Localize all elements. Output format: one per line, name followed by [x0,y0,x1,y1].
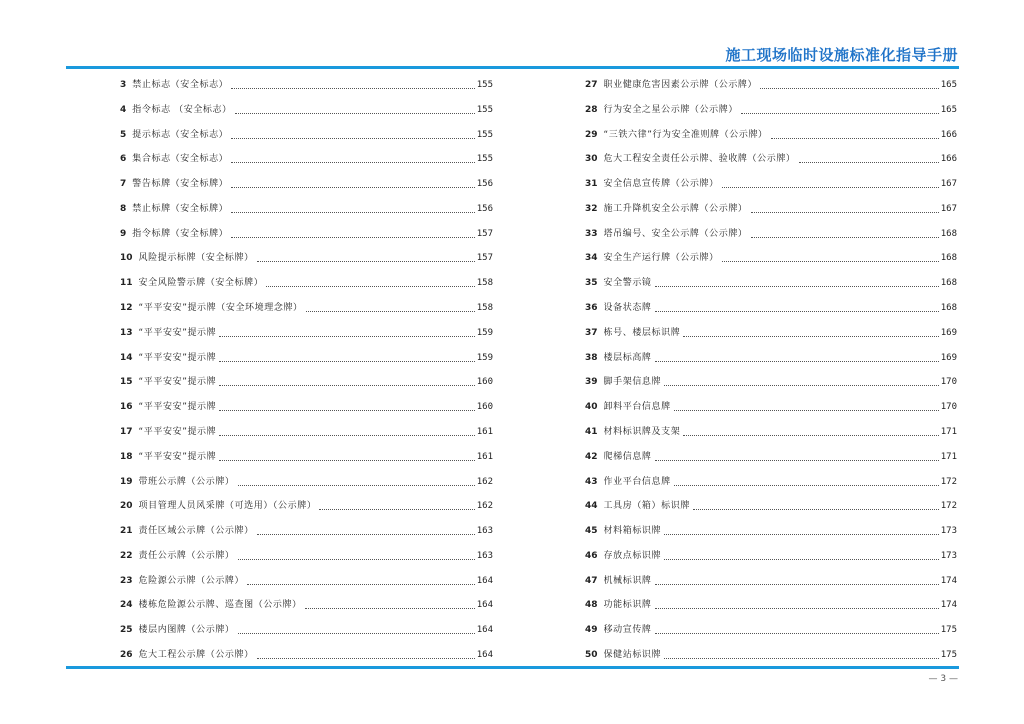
toc-dot-leader [655,608,939,609]
toc-entry-title: 材料箱标识牌 [603,526,662,537]
toc-entry-page: 175 [940,649,957,660]
toc-entry-title: 安全警示镜 [603,278,652,289]
toc-dot-leader [305,608,475,609]
toc-dot-leader [751,212,939,213]
toc-entry-title: 责任区域公示牌（公示牌） [138,526,254,537]
toc-entry[interactable] [585,121,957,141]
toc-dot-leader [231,212,474,213]
toc-entry-page: 168 [940,303,957,314]
toc-dot-leader [238,559,475,560]
toc-entry-title: 存放点标识牌 [603,550,662,561]
toc-entry-title: 安全风险警示牌（安全标牌） [138,278,264,289]
toc-dot-leader [655,584,939,585]
toc-entry-number: 50 [585,649,598,660]
toc-entry-title: 提示标志（安全标志） [132,129,229,140]
toc-entry[interactable] [585,244,957,264]
toc-entry-page: 159 [476,327,493,338]
toc-entry-number: 22 [120,550,133,561]
toc-entry[interactable] [120,418,493,438]
toc-dot-leader [247,584,475,585]
toc-entry-page: 168 [940,253,957,264]
toc-entry-page: 158 [476,278,493,289]
toc-entry-number: 46 [585,550,598,561]
toc-entry[interactable] [585,517,957,537]
toc-entry-title: “平平安安”提示牌 [138,402,217,413]
toc-entry-number: 32 [585,203,598,214]
toc-dot-leader [231,162,474,163]
toc-dot-leader [799,162,939,163]
toc-entry[interactable] [120,244,493,264]
toc-dot-leader [219,435,474,436]
toc-entry-number: 35 [585,278,598,289]
toc-entry-number: 36 [585,303,598,314]
toc-dot-leader [257,534,475,535]
toc-entry-number: 31 [585,179,598,190]
toc-entry[interactable] [585,641,957,661]
header-rule [66,66,959,69]
toc-dot-leader [266,286,474,287]
toc-dot-leader [219,410,474,411]
footer-rule [66,666,959,669]
toc-entry[interactable] [585,368,957,388]
toc-dot-leader [231,187,474,188]
toc-entry-title: 警告标牌（安全标牌） [132,179,229,190]
toc-entry-title: 保健站标识牌 [603,649,662,660]
toc-entry-number: 40 [585,402,598,413]
toc-entry[interactable] [120,591,493,611]
toc-entry-title: 危险源公示牌（公示牌） [138,575,245,586]
toc-entry-number: 48 [585,600,598,611]
toc-entry-page: 166 [940,129,957,140]
toc-entry-title: “三铁六律”行为安全准则牌（公示牌） [603,129,768,140]
toc-entry-title: “平平安安”提示牌 [138,451,217,462]
toc-entry-page: 159 [476,352,493,363]
toc-entry-number: 45 [585,526,598,537]
toc-entry-number: 8 [120,203,127,214]
toc-entry-title: 指令标牌（安全标牌） [132,228,229,239]
toc-entry-number: 29 [585,129,598,140]
toc-entry-title: 爬梯信息牌 [603,451,652,462]
toc-entry-page: 164 [476,625,493,636]
toc-entry-page: 163 [476,526,493,537]
toc-dot-leader [683,435,938,436]
toc-entry-number: 23 [120,575,133,586]
toc-entry-number: 27 [585,80,598,90]
toc-entry-number: 15 [120,377,133,388]
toc-entry[interactable] [120,368,493,388]
toc-entry-page: 156 [476,179,493,190]
toc-entry-page: 155 [476,80,493,90]
toc-entry-title: 风险提示标牌（安全标牌） [138,253,254,264]
toc-left-column [120,71,493,661]
toc-entry-title: 禁止标牌（安全标牌） [132,203,229,214]
toc-entry-page: 164 [476,575,493,586]
toc-entry-page: 171 [940,451,957,462]
toc-entry[interactable] [585,492,957,512]
toc-entry-title: 危大工程公示牌（公示牌） [138,649,254,660]
toc-entry-page: 161 [476,426,493,437]
toc-entry-number: 6 [120,154,127,165]
toc-entry-page: 155 [476,104,493,115]
toc-dot-leader [655,361,939,362]
toc-entry-page: 170 [940,402,957,413]
toc-entry[interactable] [585,220,957,240]
toc-entry-number: 24 [120,600,133,611]
toc-entry-number: 9 [120,228,127,239]
toc-entry-page: 174 [940,575,957,586]
toc-entry[interactable] [585,319,957,339]
toc-dot-leader [231,88,474,89]
toc-dot-leader [655,311,939,312]
toc-dot-leader [219,361,474,362]
toc-entry-page: 172 [940,476,957,487]
toc-dot-leader [664,658,939,659]
toc-entry-title: 功能标识牌 [603,600,652,611]
toc-entry-title: 项目管理人员风采牌（可选用）（公示牌） [138,501,317,512]
toc-entry[interactable] [120,616,493,636]
toc-entry-number: 21 [120,526,133,537]
toc-entry[interactable] [120,443,493,463]
toc-entry[interactable] [585,567,957,587]
toc-entry-page: 171 [940,426,957,437]
toc-entry-page: 155 [476,129,493,140]
toc-entry[interactable] [120,145,493,165]
toc-dot-leader [231,237,474,238]
toc-entry[interactable] [120,220,493,240]
toc-entry-title: 脚手架信息牌 [603,377,662,388]
toc-entry-title: 施工升降机安全公示牌（公示牌） [603,203,748,214]
toc-dot-leader [664,385,939,386]
toc-entry-title: 楼层标高牌 [603,352,652,363]
toc-entry-title: 责任公示牌（公示牌） [138,550,235,561]
toc-entry-page: 160 [476,377,493,388]
toc-entry[interactable] [120,492,493,512]
toc-dot-leader [674,410,939,411]
toc-entry[interactable] [585,145,957,165]
toc-entry[interactable] [120,344,493,364]
toc-entry-number: 25 [120,625,133,636]
toc-entry-page: 169 [940,352,957,363]
toc-entry-number: 38 [585,352,598,363]
toc-dot-leader [238,633,475,634]
toc-entry-title: 机械标识牌 [603,575,652,586]
toc-entry-title: 作业平台信息牌 [603,476,671,487]
toc-entry-page: 165 [940,80,957,90]
toc-entry-title: 指令标志 （安全标志） [132,104,232,115]
toc-entry-number: 7 [120,179,127,190]
toc-entry[interactable] [120,517,493,537]
toc-entry[interactable] [585,71,957,91]
toc-entry-title: 带班公示牌（公示牌） [138,476,235,487]
toc-entry[interactable] [585,170,957,190]
toc-entry[interactable] [585,418,957,438]
toc-entry-page: 157 [476,228,493,239]
toc-entry[interactable] [585,269,957,289]
toc-entry-page: 173 [940,550,957,561]
toc-entry-number: 41 [585,426,598,437]
toc-entry-number: 26 [120,649,133,660]
toc-entry-page: 162 [476,476,493,487]
toc-entry-page: 161 [476,451,493,462]
toc-entry[interactable] [120,121,493,141]
toc-entry-number: 5 [120,129,127,140]
toc-entry[interactable] [585,344,957,364]
toc-entry-number: 30 [585,154,598,165]
toc-dot-leader [771,138,939,139]
toc-dot-leader [219,460,474,461]
toc-right-column [585,71,957,661]
toc-entry-page: 172 [940,501,957,512]
toc-entry-number: 12 [120,303,133,314]
toc-dot-leader [235,113,475,114]
toc-entry[interactable] [120,393,493,413]
toc-entry-title: 工具房（箱）标识牌 [603,501,690,512]
toc-dot-leader [257,261,475,262]
page-number: — 3 — [928,674,958,684]
toc-entry-page: 168 [940,278,957,289]
toc-entry-number: 49 [585,625,598,636]
toc-entry-page: 164 [476,649,493,660]
toc-entry-title: 卸料平台信息牌 [603,402,671,413]
toc-entry[interactable] [585,195,957,215]
toc-entry-number: 43 [585,476,598,487]
toc-entry-page: 174 [940,600,957,611]
toc-entry[interactable] [120,269,493,289]
toc-entry[interactable] [120,567,493,587]
toc-entry-page: 155 [476,154,493,165]
toc-entry-page: 163 [476,550,493,561]
toc-entry-title: “平平安安”提示牌 [138,426,217,437]
toc-dot-leader [760,88,939,89]
toc-entry-number: 28 [585,104,598,115]
toc-dot-leader [722,261,939,262]
toc-entry-title: 材料标识牌及支架 [603,426,681,437]
toc-dot-leader [655,460,939,461]
toc-entry[interactable] [120,468,493,488]
toc-entry-title: 安全生产运行牌（公示牌） [603,253,719,264]
toc-entry[interactable] [120,294,493,314]
toc-entry-page: 164 [476,600,493,611]
toc-dot-leader [683,336,938,337]
toc-entry-title: 集合标志（安全标志） [132,154,229,165]
toc-entry-page: 175 [940,625,957,636]
toc-entry-number: 16 [120,402,133,413]
toc-dot-leader [664,534,939,535]
toc-entry-number: 4 [120,104,127,115]
toc-entry[interactable] [120,641,493,661]
toc-entry-title: “平平安安”提示牌（安全环境理念牌） [138,303,303,314]
toc-entry-number: 14 [120,352,133,363]
toc-entry-number: 47 [585,575,598,586]
toc-entry-number: 42 [585,451,598,462]
toc-entry-title: “平平安安”提示牌 [138,327,217,338]
toc-dot-leader [655,633,939,634]
toc-entry-number: 33 [585,228,598,239]
toc-entry-number: 44 [585,501,598,512]
toc-entry-page: 165 [940,104,957,115]
toc-dot-leader [674,485,939,486]
toc-dot-leader [219,336,474,337]
toc-entry-number: 39 [585,377,598,388]
toc-entry-number: 3 [120,80,127,90]
toc-dot-leader [693,509,939,510]
toc-entry-page: 157 [476,253,493,264]
toc-entry[interactable] [120,542,493,562]
toc-entry-title: 楼栋危险源公示牌、巡查图（公示牌） [138,600,302,611]
toc-entry[interactable] [585,542,957,562]
toc-dot-leader [257,658,475,659]
toc-entry[interactable] [585,468,957,488]
toc-entry[interactable] [585,443,957,463]
toc-entry-number: 20 [120,501,133,512]
toc-entry-page: 156 [476,203,493,214]
toc-entry[interactable] [120,195,493,215]
toc-entry-number: 34 [585,253,598,264]
toc-entry-title: 设备状态牌 [603,303,652,314]
toc-entry-number: 37 [585,327,598,338]
toc-entry-page: 168 [940,228,957,239]
toc-entry[interactable] [120,71,493,91]
toc-entry-number: 13 [120,327,133,338]
toc-entry-title: 危大工程安全责任公示牌、验收牌（公示牌） [603,154,796,165]
toc-entry-page: 170 [940,377,957,388]
toc-entry-title: 职业健康危害因素公示牌（公示牌） [603,80,758,90]
toc-dot-leader [751,237,939,238]
toc-dot-leader [231,138,474,139]
toc-entry-number: 18 [120,451,133,462]
toc-entry-page: 167 [940,179,957,190]
toc-dot-leader [306,311,475,312]
toc-entry-number: 17 [120,426,133,437]
toc-dot-leader [741,113,939,114]
toc-entry-title: 楼层内图牌（公示牌） [138,625,235,636]
toc-entry-page: 162 [476,501,493,512]
toc-entry[interactable] [585,591,957,611]
toc-entry-title: “平平安安”提示牌 [138,352,217,363]
toc-dot-leader [319,509,474,510]
toc-entry-page: 167 [940,203,957,214]
toc-dot-leader [219,385,474,386]
toc-entry-page: 160 [476,402,493,413]
toc-entry-page: 166 [940,154,957,165]
toc-entry[interactable] [585,294,957,314]
toc-entry[interactable] [120,96,493,116]
toc-dot-leader [238,485,475,486]
toc-entry-number: 10 [120,253,133,264]
toc-dot-leader [655,286,939,287]
toc-entry[interactable] [585,96,957,116]
toc-dot-leader [722,187,939,188]
document-title: 施工现场临时设施标准化指导手册 [725,46,958,64]
toc-entry-page: 158 [476,303,493,314]
toc-entry-title: 塔吊编号、安全公示牌（公示牌） [603,228,748,239]
toc-entry[interactable] [120,319,493,339]
toc-entry[interactable] [120,170,493,190]
toc-entry-title: 移动宣传牌 [603,625,652,636]
toc-entry-page: 169 [940,327,957,338]
toc-entry[interactable] [585,616,957,636]
toc-dot-leader [664,559,939,560]
toc-entry-number: 19 [120,476,133,487]
toc-entry-page: 173 [940,526,957,537]
toc-entry-title: 禁止标志（安全标志） [132,80,229,90]
toc-entry[interactable] [585,393,957,413]
toc-entry-title: 行为安全之星公示牌（公示牌） [603,104,738,115]
toc-entry-title: 栋号、楼层标识牌 [603,327,681,338]
toc-entry-number: 11 [120,278,133,289]
toc-entry-title: 安全信息宣传牌（公示牌） [603,179,719,190]
toc-entry-title: “平平安安”提示牌 [138,377,217,388]
